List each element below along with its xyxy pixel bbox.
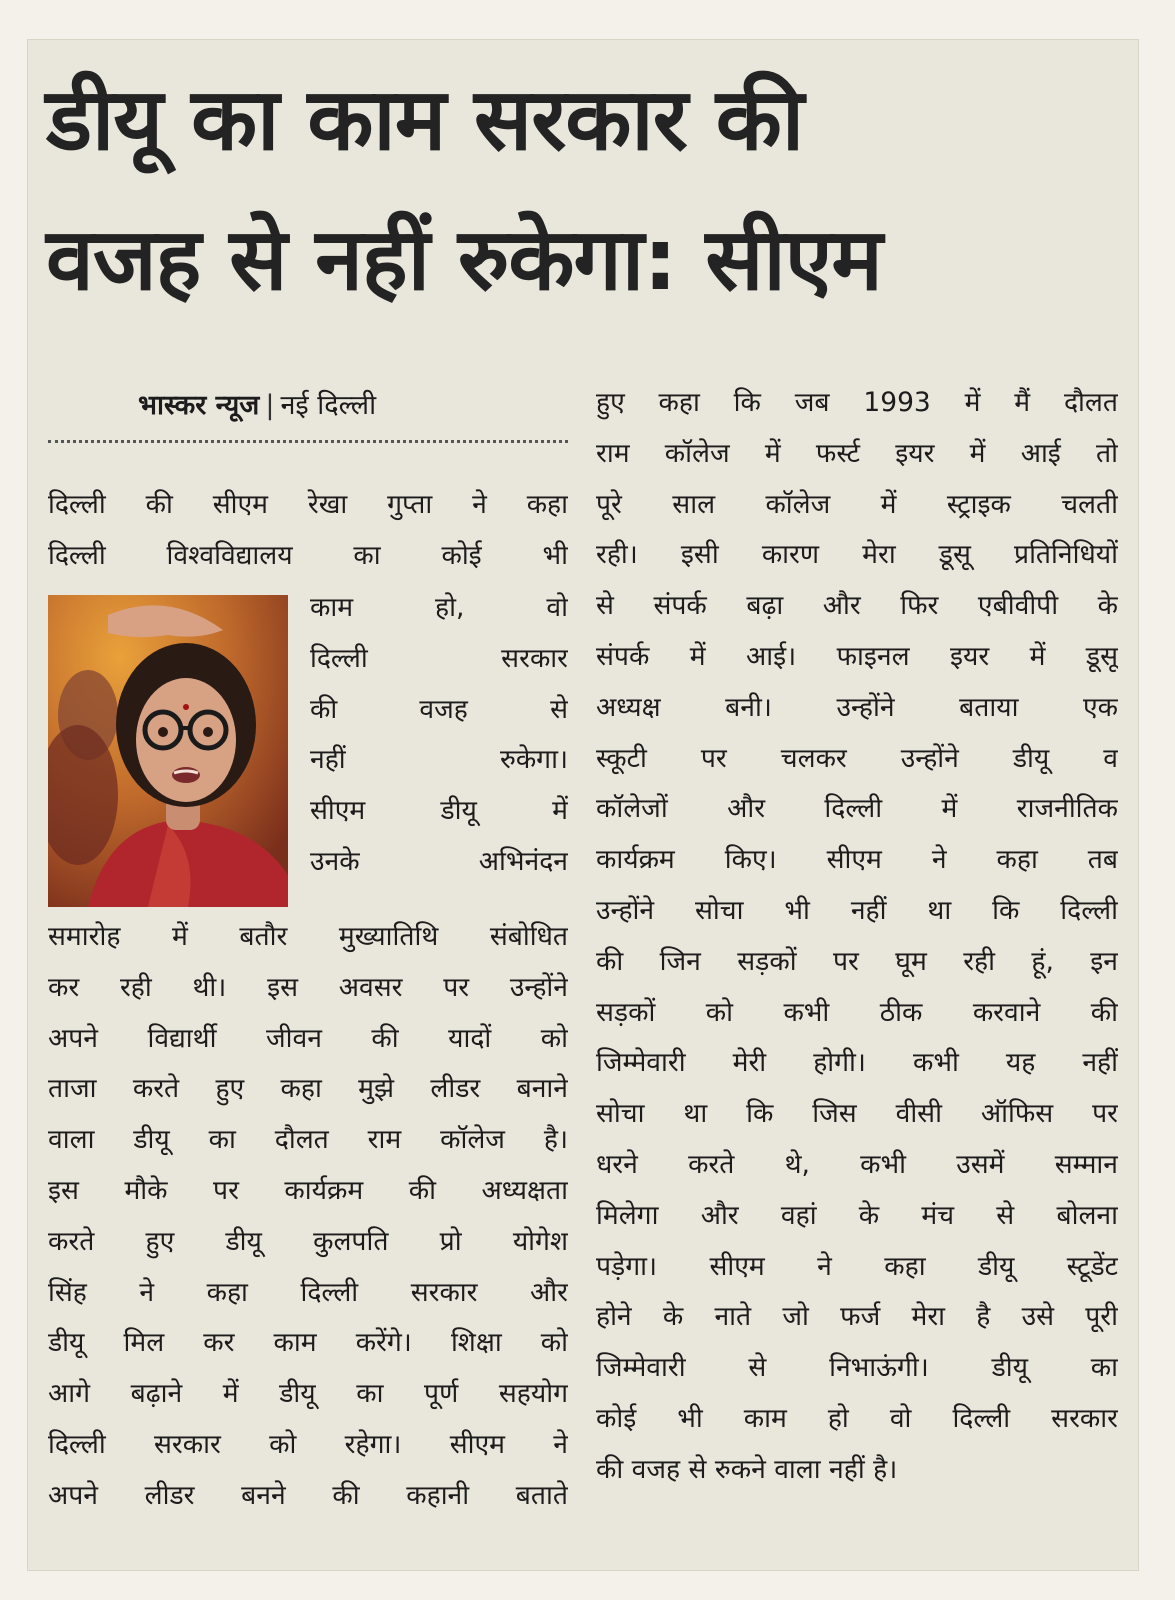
body-text-line: उन्होंने सोचा भी नहीं था कि दिल्ली — [596, 894, 1118, 926]
body-text-line: मिलेगा और वहां के मंच से बोलना — [596, 1199, 1118, 1231]
body-text-line: राम कॉलेज में फर्स्ट इयर में आई तो — [596, 437, 1118, 469]
body-text-line: सिंह ने कहा दिल्ली सरकार और — [48, 1276, 568, 1308]
body-text-line: दिल्ली विश्वविद्यालय का कोई भी — [48, 539, 568, 571]
body-text-line: कर रही थी। इस अवसर पर उन्होंने — [48, 971, 568, 1003]
body-text-line: सड़कों को कभी ठीक करवाने की — [596, 996, 1118, 1028]
headline-line-1: डीयू का काम सरकार की — [46, 70, 804, 170]
body-text-line: की वजह से रुकने वाला नहीं है। — [596, 1453, 898, 1485]
byline — [138, 385, 376, 422]
body-text-line: सोचा था कि जिस वीसी ऑफिस पर — [596, 1098, 1118, 1130]
body-text-line: आगे बढ़ाने में डीयू का पूर्ण सहयोग — [48, 1378, 568, 1410]
body-right — [596, 378, 1118, 1496]
body-text-line: डीयू मिल कर काम करेंगे। शिक्षा को — [48, 1327, 568, 1359]
body-text-line: की जिन सड़कों पर घूम रही हूं, इन — [596, 945, 1118, 977]
body-text-line: नहीं रुकेगा। — [310, 744, 568, 776]
body-text-line: कोई भी काम हो वो दिल्ली सरकार — [596, 1402, 1118, 1434]
body-text-line: कॉलेजों और दिल्ली में राजनीतिक — [596, 793, 1118, 825]
body-text-line: पूरे साल कॉलेज में स्ट्राइक चलती — [596, 488, 1118, 520]
body-text-line: अध्यक्ष बनी। उन्होंने बताया एक — [596, 691, 1118, 723]
body-text-line: पड़ेगा। सीएम ने कहा डीयू स्टूडेंट — [596, 1250, 1118, 1282]
body-text-line: होने के नाते जो फर्ज मेरा है उसे पूरी — [596, 1301, 1118, 1333]
body-text-line: दिल्ली सरकार को रहेगा। सीएम ने — [48, 1428, 568, 1460]
body-text-line: जिम्मेवारी मेरी होगी। कभी यह नहीं — [596, 1047, 1118, 1079]
cm-portrait-photo — [48, 595, 288, 907]
body-text-line: करते हुए डीयू कुलपति प्रो योगेश — [48, 1225, 568, 1257]
headline-line-2: वजह से नहीं रुकेगा: सीएम — [46, 210, 882, 310]
byline-city: नई दिल्ली — [280, 390, 377, 421]
body-text-line: संपर्क में आई। फाइनल इयर में डूसू — [596, 640, 1118, 672]
body-left-wrap — [310, 583, 568, 888]
body-text-line: स्कूटी पर चलकर उन्होंने डीयू व — [596, 742, 1118, 774]
body-text-line: इस मौके पर कार्यक्रम की अध्यक्षता — [48, 1174, 568, 1206]
body-text-line: दिल्ली सरकार — [310, 642, 568, 674]
body-text-line: से संपर्क बढ़ा और फिर एबीवीपी के — [596, 590, 1118, 622]
headline — [46, 50, 1126, 330]
body-text-line: धरने करते थे, कभी उसमें सम्मान — [596, 1148, 1118, 1180]
body-text-line: जिम्मेवारी से निभाऊंगी। डीयू का — [596, 1352, 1118, 1384]
body-text-line: वाला डीयू का दौलत राम कॉलेज है। — [48, 1124, 568, 1156]
body-text-line: हुए कहा कि जब 1993 में मैं दौलत — [596, 387, 1118, 418]
body-text-line: उनके अभिनंदन — [310, 845, 568, 877]
body-text-line: ताजा करते हुए कहा मुझे लीडर बनाने — [48, 1073, 568, 1105]
body-text-line: रही। इसी कारण मेरा डूसू प्रतिनिधियों — [596, 539, 1118, 571]
body-text-line: सीएम डीयू में — [310, 795, 568, 827]
dotted-divider — [48, 440, 568, 443]
byline-source: भास्कर न्यूज — [138, 390, 260, 421]
body-text-line: अपने लीडर बनने की कहानी बताते — [48, 1479, 568, 1511]
body-text-line: की वजह से — [310, 693, 568, 725]
body-text-line: काम हो, वो — [310, 592, 568, 623]
byline-separator: | — [265, 390, 275, 421]
body-text-line: कार्यक्रम किए। सीएम ने कहा तब — [596, 844, 1118, 876]
newspaper-clipping — [28, 40, 1138, 1570]
body-text-line: दिल्ली की सीएम रेखा गुप्ता ने कहा — [48, 489, 568, 520]
body-left-bottom — [48, 912, 568, 1522]
body-text-line: समारोह में बतौर मुख्यातिथि संबोधित — [48, 921, 568, 952]
body-text-line: अपने विद्यार्थी जीवन की यादों को — [48, 1022, 568, 1054]
body-left-top — [48, 480, 568, 582]
